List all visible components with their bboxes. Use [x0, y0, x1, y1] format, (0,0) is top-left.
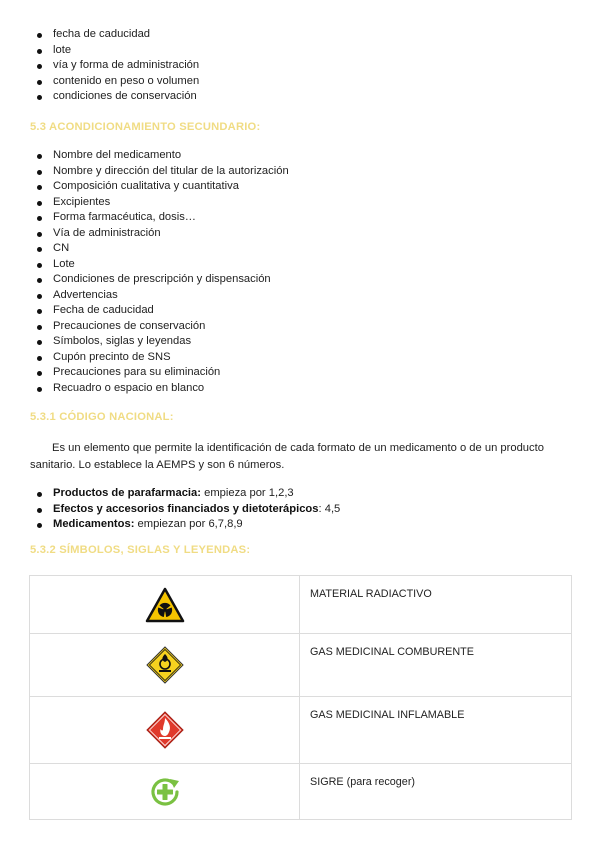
symbols-table [29, 575, 572, 820]
symbol-label: GAS MEDICINAL COMBURENTE [300, 634, 572, 697]
list-item [37, 502, 340, 518]
list-item: condiciones de conservación [37, 89, 199, 105]
symbol-label: SIGRE (para recoger) [300, 764, 572, 820]
code-value: : 4,5 [318, 502, 341, 515]
list-item: CN [37, 241, 289, 257]
list-item: Lote [37, 257, 289, 273]
table-row [30, 634, 572, 697]
list-item: Nombre y dirección del titular de la autorización [37, 164, 289, 180]
heading-5-3-1: 5.3.1 CÓDIGO NACIONAL: [30, 411, 174, 423]
list-item: vía y forma de administración [37, 58, 199, 74]
list-item: Precauciones para su eliminación [37, 365, 289, 381]
table-row [30, 697, 572, 764]
table-row [30, 576, 572, 634]
list-item: lote [37, 43, 199, 59]
radioactive-icon [145, 587, 185, 623]
flammable-icon [145, 710, 185, 750]
list-item [37, 486, 340, 502]
symbol-cell [30, 697, 300, 764]
code-label: Efectos y accesorios financiados y dietoterápicos [53, 502, 319, 515]
symbol-label: MATERIAL RADIACTIVO [300, 576, 572, 634]
list-item: Forma farmacéutica, dosis… [37, 210, 289, 226]
code-label: Medicamentos: [53, 518, 135, 530]
list-item: Condiciones de prescripción y dispensación [37, 272, 289, 288]
code-value: empiezan por 6,7,8,9 [134, 518, 243, 530]
symbol-label: GAS MEDICINAL INFLAMABLE [300, 697, 572, 764]
sigre-icon [146, 773, 184, 811]
list-item: Nombre del medicamento [37, 148, 289, 164]
list-item: Advertencias [37, 288, 289, 304]
list-item: Fecha de caducidad [37, 303, 289, 319]
list-item: Excipientes [37, 195, 289, 211]
paragraph-codigo-nacional: Es un elemento que permite la identificación de cada formato de un medicamento o de un producto sanitario. Lo establece la AEMPS y son 6 números. [30, 442, 544, 471]
list-national-codes [37, 486, 340, 533]
heading-5-3-2: 5.3.2 SÍMBOLOS, SIGLAS Y LEYENDAS: [30, 544, 251, 556]
symbol-cell [30, 634, 300, 697]
list-item: Recuadro o espacio en blanco [37, 381, 289, 397]
list-item: contenido en peso o volumen [37, 74, 199, 90]
list-item: Vía de administración [37, 226, 289, 242]
list-primary-conditioning [37, 27, 199, 105]
list-item: Composición cualitativa y cuantitativa [37, 179, 289, 195]
list-item: Precauciones de conservación [37, 319, 289, 335]
table-row [30, 764, 572, 820]
list-item: fecha de caducidad [37, 27, 199, 43]
list-item [37, 517, 340, 533]
code-label: Productos de parafarmacia: [53, 487, 201, 499]
symbol-cell [30, 576, 300, 634]
code-value: empieza por 1,2,3 [200, 487, 294, 499]
list-secondary-conditioning [37, 148, 289, 396]
symbol-cell [30, 764, 300, 820]
oxidizer-icon [145, 645, 185, 685]
heading-5-3: 5.3 ACONDICIONAMIENTO SECUNDARIO: [30, 121, 261, 133]
list-item: Símbolos, siglas y leyendas [37, 334, 289, 350]
list-item: Cupón precinto de SNS [37, 350, 289, 366]
